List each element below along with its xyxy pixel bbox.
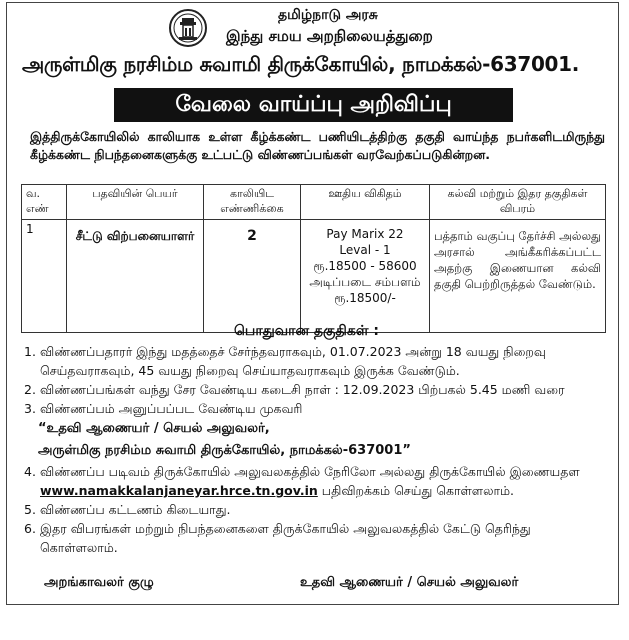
cell-education: பத்தாம் வகுப்பு தேர்ச்சி அல்லது அரசால் அங்கீகரிக்கப்பட்ட அதற்கு இணையான கல்வி தகுதி பெற்றிருத்தல் வேண்டும். — [430, 220, 606, 333]
col-header-vacancies: காலியிட எண்ணிக்கை — [204, 185, 301, 220]
government-name: தமிழ்நாடு அரசு — [278, 7, 378, 23]
item-number: 5. — [24, 502, 36, 517]
temple-name: அருள்மிகு நரசிம்ம சுவாமி திருக்கோயில், நாமக்கல்-637001. — [22, 52, 580, 76]
cell-post: சீட்டு விற்பனையாளர் — [67, 220, 204, 333]
item-text: விண்ணப்பதாரர் இந்து மதத்தைச் சேர்ந்தவராகவும், 01.07.2023 அன்று 18 வயது நிறைவு செய்தவராகவும், 45 வயது நிறைவு செய்யாதவராகவும் இருக்க வேண்டும். — [40, 344, 546, 378]
cell-vacancies: 2 — [204, 220, 301, 333]
item-number: 6. — [24, 521, 36, 536]
list-item — [24, 500, 609, 519]
pay-line: ரூ.18500 - 58600 — [313, 259, 417, 273]
list-item — [24, 462, 609, 500]
item-text: விண்ணப்ப கட்டணம் கிடையாது. — [40, 502, 231, 517]
list-item — [24, 519, 609, 557]
item-number: 2. — [24, 382, 36, 397]
address-line-2: அருள்மிகு நரசிம்ம சுவாமி திருக்கோயில், நாமக்கல்-637001” — [38, 443, 411, 458]
tamil-nadu-emblem-icon — [168, 8, 208, 48]
website-link[interactable]: www.namakkalanjaneyar.hrce.tn.gov.in — [40, 483, 318, 498]
item-text — [40, 462, 609, 500]
item-text: விண்ணப்பம் அனுப்பப்பட வேண்டிய முகவரி — [40, 401, 303, 416]
item-text: இதர விபரங்கள் மற்றும் நிபந்தனைகளை திருக்கோயில் அலுவலகத்தில் கேட்டு தெரிந்து கொள்ளலாம். — [40, 521, 531, 555]
department-name: இந்து சமய அறநிலையத்துறை — [226, 27, 433, 45]
address-line-1: “உதவி ஆணையர் / செயல் அலுவலர், — [38, 421, 270, 436]
general-qualifications-title: பொதுவான தகுதிகள் : — [234, 323, 379, 339]
pay-line: Pay Marix 22 — [326, 227, 404, 241]
table-row — [22, 220, 606, 333]
col-header-education: கல்வி மற்றும் இதர தகுதிகள் விபரம் — [430, 185, 606, 220]
item-number: 1. — [24, 344, 36, 359]
list-item — [24, 399, 609, 418]
item-number: 3. — [24, 401, 36, 416]
col-header-pay: ஊதிய விகிதம் — [301, 185, 430, 220]
vacancy-table — [21, 184, 606, 333]
pay-line: ரூ.18500/- — [334, 291, 396, 305]
signature-trustee-board: அறங்காவலர் குழு — [44, 575, 154, 590]
intro-paragraph: இத்திருக்கோயிலில் காலியாக உள்ள கீழ்க்கண்ட பணியிடத்திற்கு தகுதி வாய்ந்த நபர்களிடமிருந்து கீழ்க்கண்ட நிபந்தனைகளுக்கு உட்பட்டு விண்ணப்பங்கள் வரவேற்கப்படுகின்றன. — [30, 129, 605, 162]
item-text: விண்ணப்பங்கள் வந்து சேர வேண்டிய கடைசி நாள் : 12.09.2023 பிற்பகல் 5.45 மணி வரை — [40, 382, 565, 397]
item-text-main: விண்ணப்ப படிவம் திருக்கோயில் அலுவலகத்தில் நேரிலோ அல்லது திருக்கோயில் இணையதள — [40, 464, 580, 479]
col-header-post: பதவியின் பெயர் — [67, 185, 204, 220]
item-number: 4. — [24, 464, 36, 479]
pay-line: அடிப்படை சம்பளம் — [309, 275, 421, 289]
general-qualifications-list — [24, 342, 609, 557]
website-suffix: பதிவிறக்கம் செய்து கொள்ளலாம். — [321, 483, 515, 498]
notice-banner: வேலை வாய்ப்பு அறிவிப்பு — [114, 88, 513, 122]
pay-line: Leval - 1 — [339, 243, 391, 257]
cell-pay — [301, 220, 430, 333]
list-item — [24, 380, 609, 399]
signature-executive-officer: உதவி ஆணையர் / செயல் அலுவலர் — [300, 575, 519, 590]
cell-no: 1 — [22, 220, 67, 333]
list-item — [24, 342, 609, 380]
col-header-no: வ. எண் — [22, 185, 67, 220]
table-header-row — [22, 185, 606, 220]
